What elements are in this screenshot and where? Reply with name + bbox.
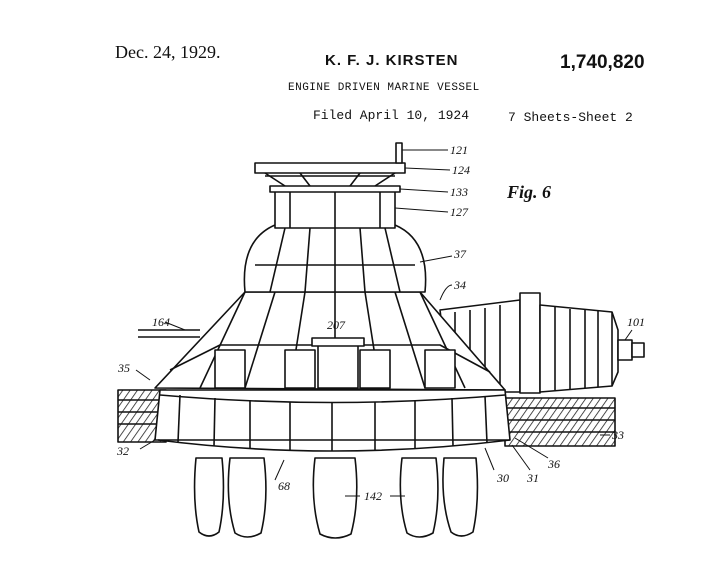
ref-31: 31 [527, 471, 539, 485]
ref-34: 34 [454, 278, 466, 292]
patent-date: Dec. 24, 1929. [115, 42, 221, 62]
ref-36: 36 [548, 457, 560, 471]
column [270, 186, 400, 228]
ref-127: 127 [450, 205, 468, 219]
ref-35: 35 [118, 361, 130, 375]
lever-164 [138, 330, 200, 337]
ref-124: 124 [452, 163, 470, 177]
ref-37: 37 [454, 247, 466, 261]
ref-68: 68 [278, 479, 290, 493]
conical-housing [155, 292, 505, 390]
filed-date: Filed April 10, 1924 [313, 108, 470, 123]
handwheel [255, 143, 405, 186]
ref-33: 33 [612, 428, 624, 442]
ref-207: 207 [327, 318, 345, 332]
ref-164: 164 [152, 315, 170, 329]
inventor-name: K. F. J. KIRSTEN [325, 52, 459, 69]
patent-number: 1,740,820 [560, 52, 645, 73]
ref-121: 121 [450, 143, 468, 157]
deck-right [505, 398, 615, 446]
ref-30: 30 [497, 471, 509, 485]
hull-ring [155, 390, 510, 451]
ref-133: 133 [450, 185, 468, 199]
sheet-info: 7 Sheets-Sheet 2 [508, 110, 633, 125]
patent-title: ENGINE DRIVEN MARINE VESSEL [288, 82, 480, 94]
ref-142: 142 [364, 489, 382, 503]
ref-101: 101 [627, 315, 645, 329]
figure-label: Fig. 6 [507, 182, 552, 202]
upper-bell [244, 225, 425, 292]
propeller-blades [195, 458, 478, 538]
ref-32: 32 [117, 444, 129, 458]
